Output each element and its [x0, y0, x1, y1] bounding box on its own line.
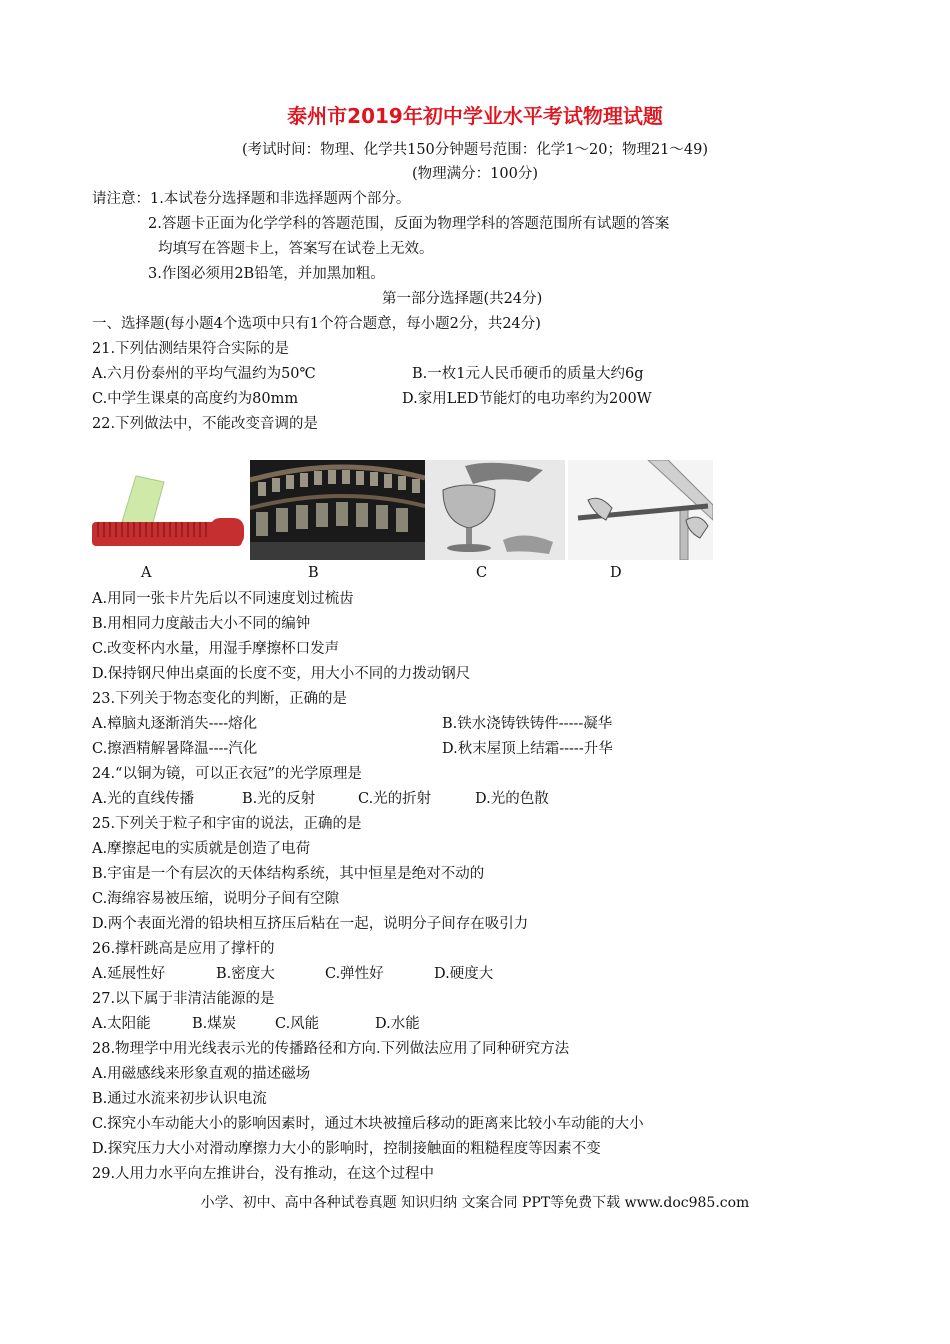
q26-stem: 26.撑杆跳高是应用了撑杆的	[92, 941, 275, 957]
q23-option-d: D.秋末屋顶上结霜-----升华	[442, 741, 613, 757]
section-one-heading: 一、选择题(每小题4个选项中只有1个符合题意，每小题2分，共24分)	[92, 316, 541, 332]
q21-option-b: B.一枚1元人民币硬币的质量大约6g	[412, 366, 644, 382]
q26-option-c: C.弹性好	[325, 966, 384, 982]
q23-stem: 23.下列关于物态变化的判断，正确的是	[92, 691, 348, 707]
part-one-heading: 第一部分选择题(共24分)	[382, 291, 543, 307]
figure-a-comb-card	[92, 460, 247, 560]
q23-option-b: B.铁水浇铸铁铸件-----凝华	[442, 716, 613, 732]
figure-c-glass-cup	[425, 460, 565, 560]
figure-d-steel-ruler	[568, 460, 713, 560]
q28-option-d: D.探究压力大小对滑动摩擦力大小的影响时，控制接触面的粗糙程度等因素不变	[92, 1141, 601, 1157]
q23-option-a: A.樟脑丸逐渐消失----熔化	[92, 716, 258, 732]
q29-stem: 29.人用力水平向左推讲台，没有推动，在这个过程中	[92, 1166, 435, 1182]
q26-option-d: D.硬度大	[434, 966, 494, 982]
q25-option-a: A.摩擦起电的实质就是创造了电荷	[92, 841, 311, 857]
page-title: 泰州市2019年初中学业水平考试物理试题	[287, 104, 663, 128]
q27-option-b: B.煤炭	[192, 1016, 237, 1032]
q21-option-c: C.中学生课桌的高度约为80mm	[92, 391, 299, 407]
page-footer[interactable]: 小学、初中、高中各种试卷真题 知识归纳 文案合同 PPT等免费下载 www.doc985.com	[200, 1195, 750, 1211]
exam-time-note: (考试时间：物理、化学共150分钟题号范围：化学1～20；物理21～49)	[241, 142, 709, 158]
q22-option-a: A.用同一张卡片先后以不同速度划过梳齿	[92, 591, 354, 607]
note-2: 2.答题卡正面为化学学科的答题范围，反面为物理学科的答题范围所有试题的答案	[148, 216, 670, 232]
figure-b-bianzhong-bells	[250, 460, 425, 560]
note-3: 3.作图必须用2B铅笔，并加黑加粗。	[148, 266, 385, 282]
q23-option-c: C.擦酒精解暑降温----汽化	[92, 741, 258, 757]
figure-label-d: D	[610, 565, 622, 581]
q24-option-c: C.光的折射	[358, 791, 432, 807]
full-score-note: (物理满分：100分)	[412, 166, 538, 182]
q25-option-b: B.宇宙是一个有层次的天体结构系统，其中恒星是绝对不动的	[92, 866, 485, 882]
note-2-cont: 均填写在答题卡上，答案写在试卷上无效。	[158, 241, 434, 257]
q28-option-b: B.通过水流来初步认识电流	[92, 1091, 267, 1107]
q24-option-b: B.光的反射	[242, 791, 316, 807]
q21-stem: 21.下列估测结果符合实际的是	[92, 341, 290, 357]
q26-option-a: A.延展性好	[92, 966, 166, 982]
q22-stem: 22.下列做法中，不能改变音调的是	[92, 416, 319, 432]
q24-option-d: D.光的色散	[475, 791, 549, 807]
q22-option-b: B.用相同力度敲击大小不同的编钟	[92, 616, 311, 632]
q24-option-a: A.光的直线传播	[92, 791, 195, 807]
figure-label-a: A	[141, 565, 152, 581]
q25-option-c: C.海绵容易被压缩，说明分子间有空隙	[92, 891, 340, 907]
q25-option-d: D.两个表面光滑的铅块相互挤压后粘在一起，说明分子间存在吸引力	[92, 916, 529, 932]
figure-label-b: B	[308, 565, 319, 581]
q27-option-d: D.水能	[375, 1016, 420, 1032]
q21-option-a: A.六月份泰州的平均气温约为50℃	[92, 366, 316, 382]
q28-stem: 28.物理学中用光线表示光的传播路径和方向.下列做法应用了同种研究方法	[92, 1041, 570, 1057]
q22-option-d: D.保持钢尺伸出桌面的长度不变，用大小不同的力拨动钢尺	[92, 666, 471, 682]
q27-stem: 27.以下属于非清洁能源的是	[92, 991, 275, 1007]
note-1: 请注意：1.本试卷分选择题和非选择题两个部分。	[92, 191, 411, 207]
q25-stem: 25.下列关于粒子和宇宙的说法，正确的是	[92, 816, 362, 832]
q28-option-a: A.用磁感线来形象直观的描述磁场	[92, 1066, 311, 1082]
q22-option-c: C.改变杯内水量，用湿手摩擦杯口发声	[92, 641, 340, 657]
q27-option-a: A.太阳能	[92, 1016, 151, 1032]
q27-option-c: C.风能	[275, 1016, 320, 1032]
q26-option-b: B.密度大	[216, 966, 275, 982]
q21-option-d: D.家用LED节能灯的电功率约为200W	[402, 391, 652, 407]
q28-option-c: C.探究小车动能大小的影响因素时，通过木块被撞后移动的距离来比较小车动能的大小	[92, 1116, 644, 1132]
q24-stem: 24.“以铜为镜，可以正衣冠”的光学原理是	[92, 766, 362, 782]
figure-label-c: C	[476, 565, 488, 581]
